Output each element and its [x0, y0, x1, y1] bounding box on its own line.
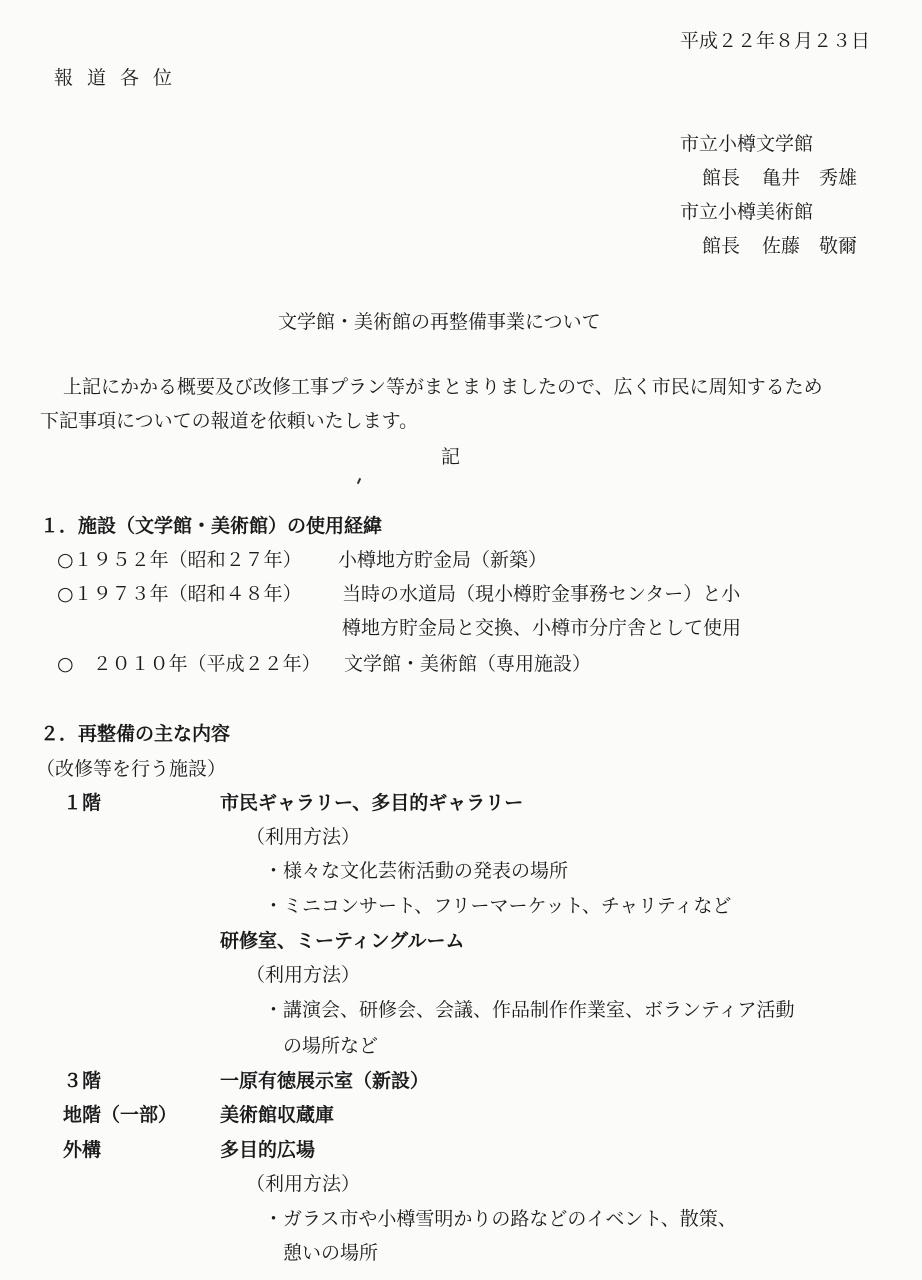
- room-name: 市民ギャラリー、多目的ギャラリー: [220, 792, 524, 814]
- floor-label: ３階: [63, 1070, 102, 1092]
- usage-item: ・ガラス市や小樽雪明かりの路などのイベント、散策、: [264, 1208, 737, 1230]
- floor-label: １階: [63, 792, 102, 814]
- floor-label: 外構: [63, 1139, 102, 1161]
- history-year: ○１９７３年（昭和４８年）: [57, 583, 302, 605]
- body-line: 上記にかかる概要及び改修工事プラン等がまとまりましたので、広く市民に周知するため: [63, 376, 823, 398]
- body-line: 下記事項についての報道を依頼いたします。: [40, 410, 419, 432]
- section-heading: １．施設（文学館・美術館）の使用経緯: [40, 515, 383, 537]
- history-year: ○ ２０１０年（平成２２年）: [57, 653, 321, 675]
- room-name: 一原有徳展示室（新設）: [220, 1070, 430, 1092]
- floor-label: 地階（一部）: [63, 1104, 178, 1126]
- usage-item: ・ミニコンサート、フリーマーケット、チャリティなど: [264, 895, 732, 917]
- section-subheading: （改修等を行う施設）: [36, 758, 227, 780]
- usage-label: （利用方法）: [246, 826, 361, 848]
- sender-org: 市立小樽美術館: [680, 201, 814, 223]
- room-name: 研修室、ミーティングルーム: [220, 930, 465, 952]
- usage-item: ・様々な文化芸術活動の発表の場所: [264, 860, 569, 882]
- sender-title: 館長: [702, 235, 741, 257]
- usage-item: ・講演会、研修会、会議、作品制作作業室、ボランティア活動: [264, 999, 795, 1021]
- history-desc: 当時の水道局（現小樽貯金事務センター）と小: [342, 583, 741, 605]
- room-name: 多目的広場: [220, 1139, 316, 1161]
- history-year: ○１９５２年（昭和２７年）: [57, 549, 302, 571]
- usage-item: 憩いの場所: [264, 1242, 379, 1264]
- history-desc: 樽地方貯金局と交換、小樽市分庁舎として使用: [342, 617, 742, 639]
- sender-title: 館長: [702, 167, 741, 189]
- sender-org: 市立小樽文学館: [680, 133, 814, 155]
- document-subject: 文学館・美術館の再整備事業について: [278, 311, 601, 333]
- date: 平成２２年８月２３日: [680, 30, 871, 52]
- usage-label: （利用方法）: [246, 1173, 361, 1195]
- addressee: 報道各位: [54, 67, 187, 89]
- history-desc: 文学館・美術館（専用施設）: [344, 653, 592, 675]
- sender-name: 佐藤 敬爾: [762, 235, 858, 257]
- usage-label: （利用方法）: [246, 964, 361, 986]
- ki-marker: 記: [441, 446, 461, 468]
- section-heading: ２．再整備の主な内容: [40, 723, 231, 745]
- room-name: 美術館収蔵庫: [220, 1104, 335, 1126]
- usage-item: の場所など: [264, 1035, 379, 1057]
- stray-mark: [357, 478, 361, 484]
- history-desc: 小樽地方貯金局（新築）: [338, 549, 548, 571]
- sender-name: 亀井 秀雄: [762, 167, 858, 189]
